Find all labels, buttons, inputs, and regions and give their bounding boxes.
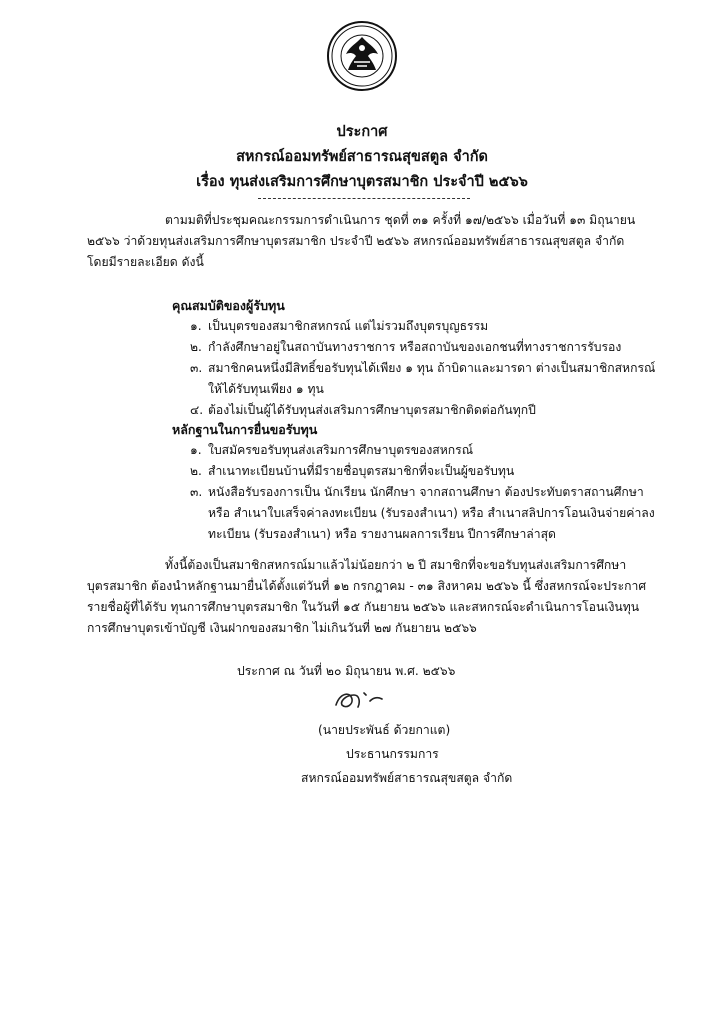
item-number: ๓. (190, 485, 203, 499)
item-number: ๑. (190, 319, 202, 333)
item-text: ต้องไม่เป็นผู้ได้รับทุนส่งเสริมการศึกษาบุตรสมาชิกติดต่อกันทุกปี (208, 403, 536, 417)
item-text: เป็นบุตรของสมาชิกสหกรณ์ แต่ไม่รวมถึงบุตรบุญธรรม (208, 319, 489, 333)
item-text: กำลังศึกษาอยู่ในสถาบันทางราชการ หรือสถาบันของเอกชนที่ทางราชการรับรอง (208, 340, 622, 354)
item-number: ๔. (190, 403, 204, 417)
title-divider (258, 198, 470, 199)
cooperative-seal-icon (326, 20, 398, 92)
intro-paragraph: ตามมติที่ประชุมคณะกรรมการดำเนินการ ชุดที่ ๓๑ ครั้งที่ ๑๗/๒๕๖๖ เมื่อวันที่ ๑๓ มิถุนายน ๒๕๖๖ ว่าด้วยทุนส่งเสริมการศึกษาบุตรสมาชิก ประจำปี ๒๕๖๖ สหกรณ์ออมทรัพย์สาธารณสุขสตูล จำกัด โดยมีรายละเอียด ดังนี้ (87, 213, 636, 269)
signatory-position: ประธานกรรมการ (346, 747, 439, 761)
qualification-item (190, 316, 660, 337)
evidence-heading: หลักฐานในการยื่นขอรับทุน (172, 422, 318, 437)
signatory-name: (นายประพันธ์ ด้วยกาแต) (318, 723, 451, 737)
item-text: สมาชิกคนหนึ่งมีสิทธิ์ขอรับทุนได้เพียง ๑ ทุน ถ้าบิดาและมารดา ต่างเป็นสมาชิกสหกรณ์ ให้ได้รับทุนเพียง ๑ ทุน (208, 361, 656, 396)
organization-name: สหกรณ์ออมทรัพย์สาธารณสุขสตูล จำกัด (236, 149, 488, 165)
item-number: ๒. (190, 464, 202, 478)
item-number: ๓. (190, 361, 203, 375)
qualification-item (190, 358, 660, 400)
evidence-item (190, 482, 660, 545)
evidence-item (190, 461, 660, 482)
announcement-title: ประกาศ (336, 124, 388, 140)
qualification-item (190, 337, 660, 358)
evidence-item (190, 440, 660, 461)
item-number: ๒. (190, 340, 202, 354)
item-text: หนังสือรับรองการเป็น นักเรียน นักศึกษา จากสถานศึกษา ต้องประทับตราสถานศึกษา หรือ สำเนาใบเสร็จค่าลงทะเบียน (รับรองสำเนา) หรือ สำเนาสลิปการโอนเงินจ่ายค่าลงทะเบียน (รับรองสำเนา) หรือ รายงานผลการเรียน ปีการศึกษาล่าสุด (208, 485, 655, 541)
qualification-item (190, 400, 660, 421)
qualifications-heading: คุณสมบัติของผู้รับทุน (172, 298, 285, 313)
announcement-date: ประกาศ ณ วันที่ ๒๐ มิถุนายน พ.ศ. ๒๕๖๖ (237, 664, 456, 678)
item-text: สำเนาทะเบียนบ้านที่มีรายชื่อบุตรสมาชิกที่จะเป็นผู้ขอรับทุน (208, 464, 515, 478)
item-number: ๑. (190, 443, 202, 457)
announcement-subject: เรื่อง ทุนส่งเสริมการศึกษาบุตรสมาชิก ประจำปี ๒๕๖๖ (196, 174, 528, 190)
closing-paragraph: ทั้งนี้ต้องเป็นสมาชิกสหกรณ์มาแล้วไม่น้อยกว่า ๒ ปี สมาชิกที่จะขอรับทุนส่งเสริมการศึกษาบุตรสมาชิก ต้องนำหลักฐานมายื่นได้ตั้งแต่วันที่ ๑๒ กรกฎาคม - ๓๑ สิงหาคม ๒๕๖๖ นี้ ซึ่งสหกรณ์จะประกาศรายชื่อผู้ที่ได้รับ ทุนการศึกษาบุตรสมาชิก ในวันที่ ๑๕ กันยายน ๒๕๖๖ และสหกรณ์จะดำเนินการโอนเงินทุนการศึกษาบุตรเข้าบัญชี เงินฝากของสมาชิก ไม่เกินวันที่ ๒๗ กันยายน ๒๕๖๖ (87, 558, 647, 635)
signature-icon (330, 683, 400, 717)
item-text: ใบสมัครขอรับทุนส่งเสริมการศึกษาบุตรของสหกรณ์ (208, 443, 473, 457)
signatory-organization: สหกรณ์ออมทรัพย์สาธารณสุขสตูล จำกัด (301, 771, 513, 785)
